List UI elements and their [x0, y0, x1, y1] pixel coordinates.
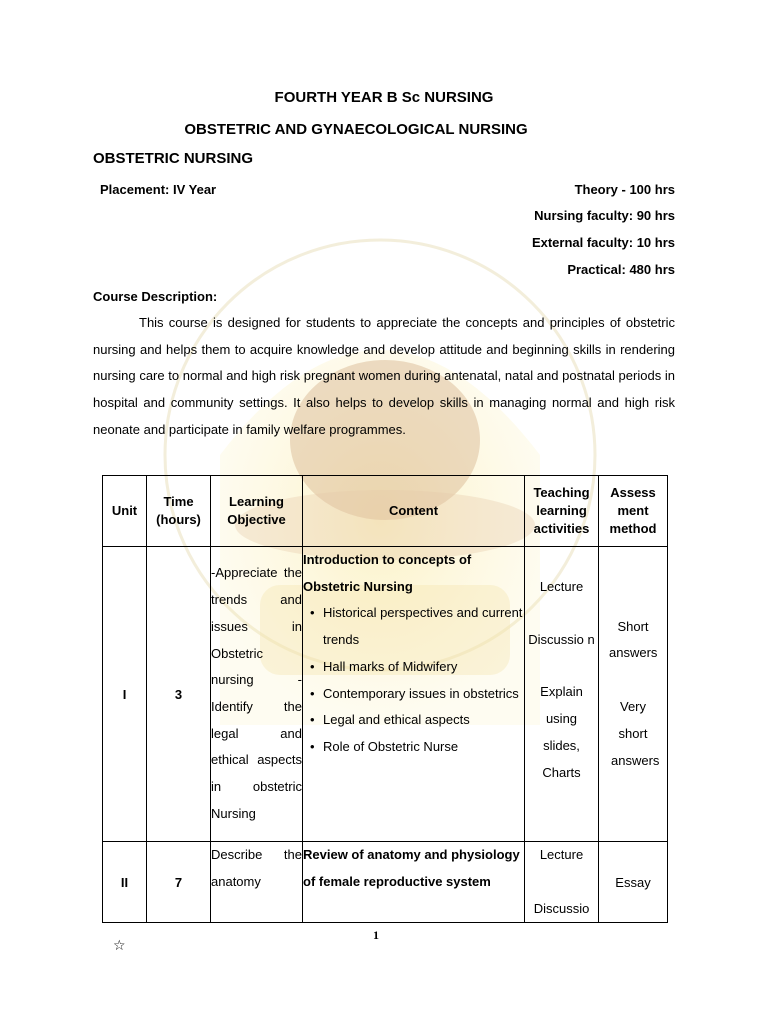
assessment-cell — [599, 547, 668, 842]
objective-cell: -Appreciate the trends and issues in Obstetric nursing -Identify the legal and ethical aspects in obstetric Nursing — [211, 547, 303, 842]
list-item: • Hall marks of Midwifery — [323, 654, 524, 681]
teaching-method: Lecture — [539, 579, 584, 594]
assessment-cell: Essay — [599, 842, 668, 923]
subject-title: OBSTETRIC AND GYNAECOLOGICAL NURSING — [184, 121, 528, 138]
objective-cell: Describe the anatomy — [211, 842, 303, 923]
teaching-method: Discussio — [533, 900, 590, 916]
course-description-text: This course is designed for students to appreciate the concepts and principles of obstetric nursing and helps them to acquire knowledge and develop attitude and beginning skills in rendering nursing care to normal and high risk pregnant women during antenatal, natal and postnatal periods in hospital and community settings. It also helps to develop skills in managing normal and high risk neonate and participate in family welfare programmes. — [93, 315, 675, 437]
unit-cell: II — [103, 842, 147, 923]
header-assessment: Assess ment method — [599, 476, 668, 547]
time-cell: 7 — [147, 842, 211, 923]
document-title: FOURTH YEAR B Sc NURSING — [274, 89, 494, 106]
content-cell — [303, 547, 525, 842]
header-content: Content — [303, 476, 525, 547]
header-teaching: Teaching learning activities — [525, 476, 599, 547]
header-unit: Unit — [103, 476, 147, 547]
list-item: • Contemporary issues in obstetrics — [323, 681, 524, 708]
page-number: 1 — [373, 928, 379, 942]
star-icon: ☆ — [113, 937, 126, 953]
table-row — [103, 547, 668, 842]
content-title: Introduction to concepts of Obstetric Nursing — [303, 552, 472, 594]
teaching-method: Lecture — [539, 847, 584, 862]
table-header-row — [103, 476, 668, 547]
list-item: • Legal and ethical aspects — [323, 707, 524, 734]
teaching-method: Explain using slides, Charts — [540, 684, 583, 780]
assessment-method: Short answers — [609, 618, 658, 661]
teaching-cell — [525, 842, 599, 923]
syllabus-table — [102, 475, 668, 923]
practical-hours: Practical: 480 hrs — [567, 262, 675, 277]
unit-cell: I — [103, 547, 147, 842]
header-objective: Learning Objective — [211, 476, 303, 547]
time-cell: 3 — [147, 547, 211, 842]
content-list — [303, 600, 524, 760]
list-item: • Historical perspectives and current trends — [323, 600, 524, 653]
section-title: OBSTETRIC NURSING — [93, 150, 254, 167]
assessment-method: Very short answers — [611, 699, 660, 768]
placement-label: Placement: IV Year — [100, 182, 217, 197]
nursing-faculty-hours: Nursing faculty: 90 hrs — [534, 208, 675, 223]
content-cell: Review of anatomy and physiology of female reproductive system — [303, 842, 525, 923]
theory-hours: Theory - 100 hrs — [574, 182, 675, 197]
teaching-method: Discussio n — [528, 631, 595, 647]
header-time: Time (hours) — [147, 476, 211, 547]
course-description-heading: Course Description: — [93, 289, 218, 304]
table-row — [103, 842, 668, 923]
external-faculty-hours: External faculty: 10 hrs — [531, 235, 675, 250]
teaching-cell — [525, 547, 599, 842]
list-item: • Role of Obstetric Nurse — [323, 734, 524, 761]
